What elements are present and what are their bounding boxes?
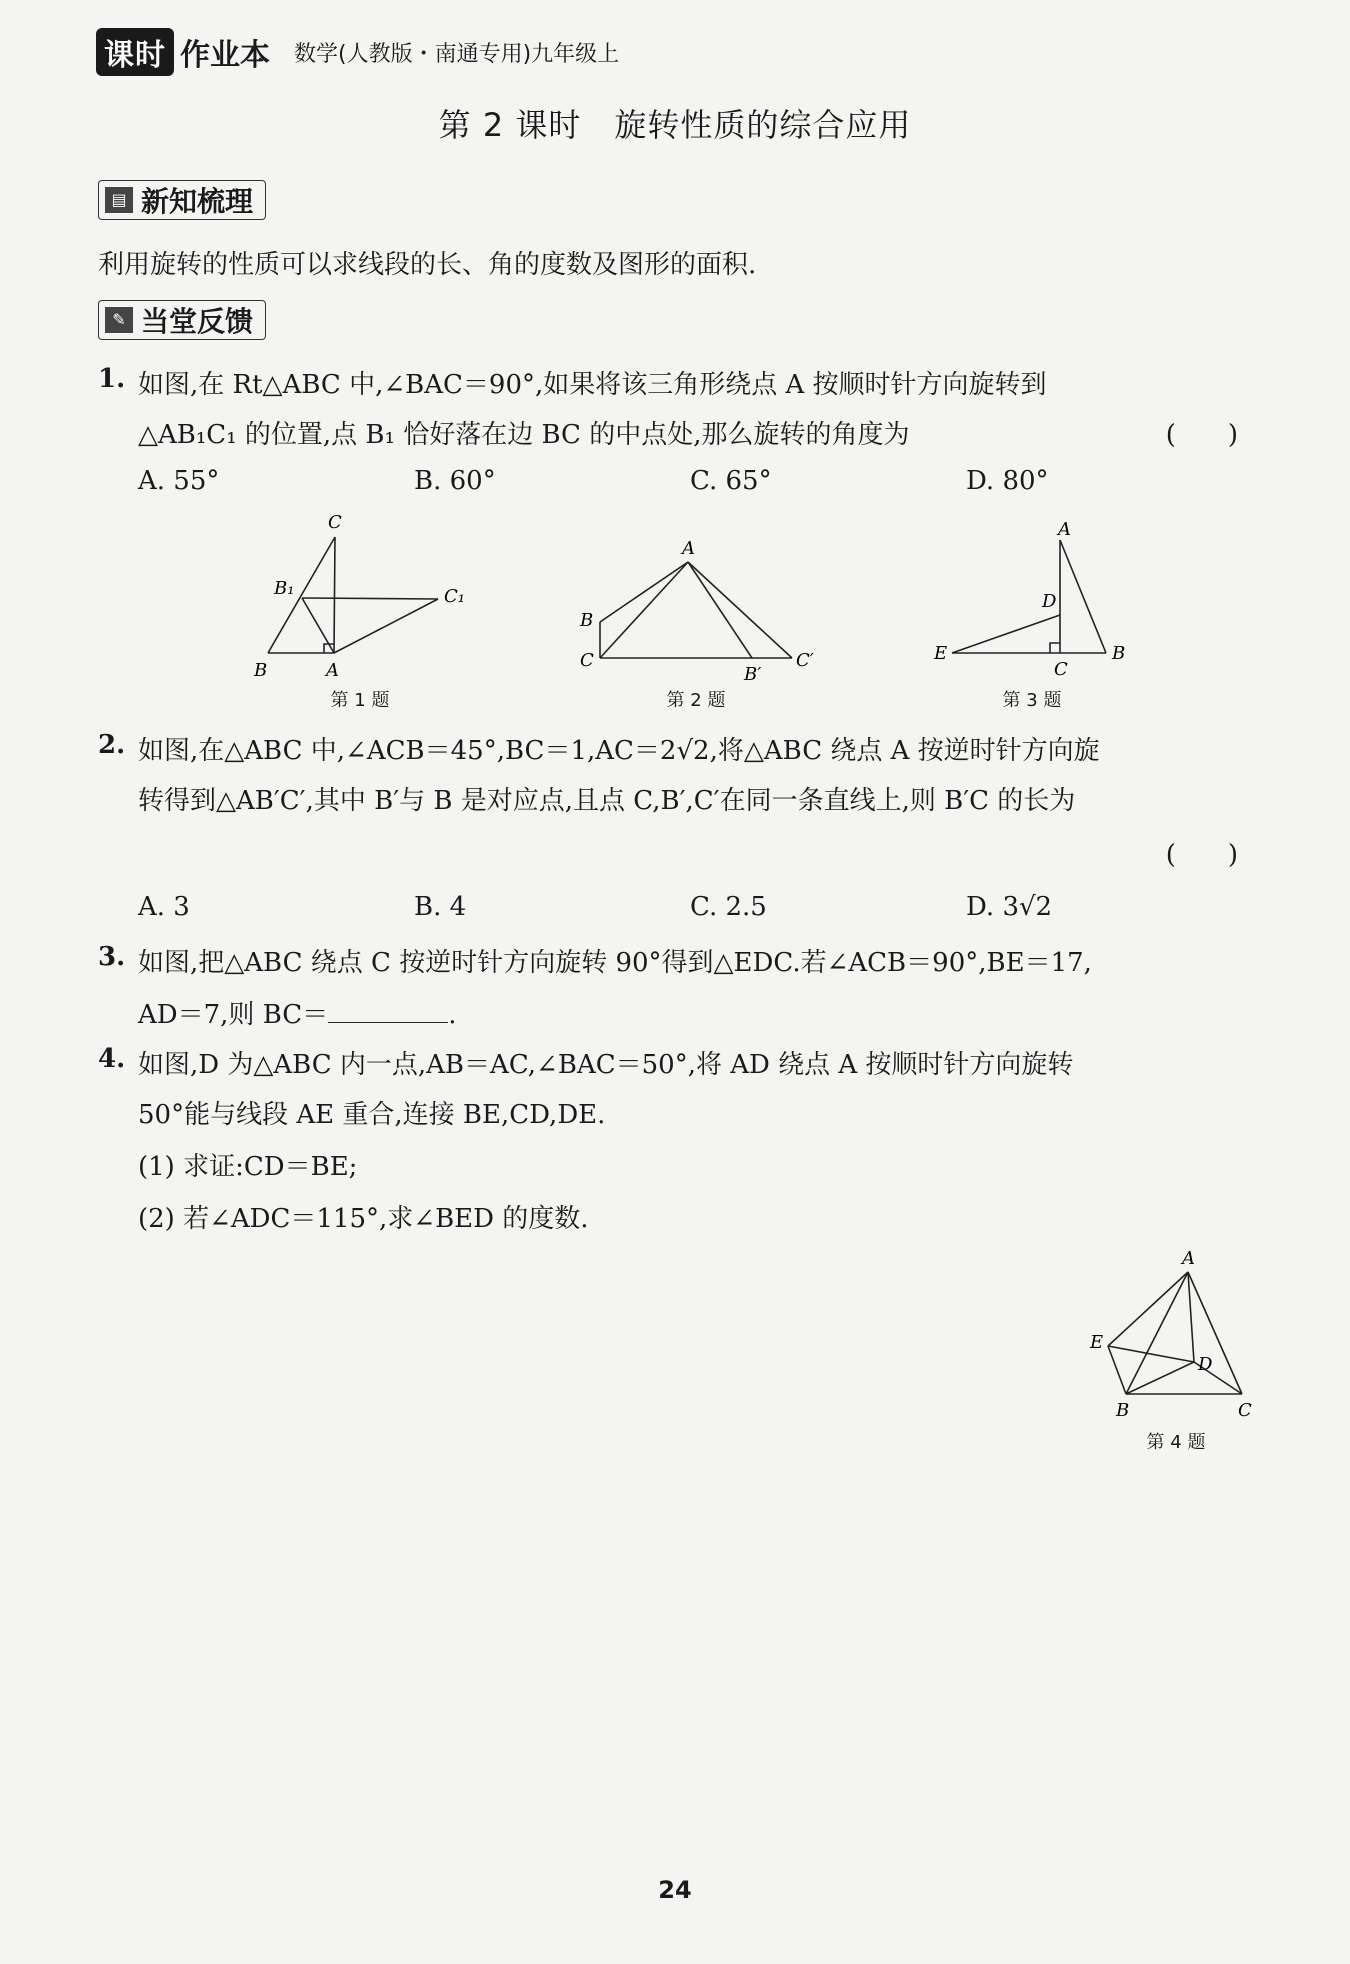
section-new-knowledge <box>98 180 266 220</box>
figure-1 <box>240 510 480 694</box>
fig4-label-c: C <box>1238 1400 1252 1421</box>
fig1-label-a: A <box>326 660 339 681</box>
figure-2-diagram <box>570 530 830 690</box>
q4-line2: 50°能与线段 AE 重合,连接 BE,CD,DE. <box>138 1100 606 1130</box>
figure-1-diagram <box>240 510 480 690</box>
q4-line1: 如图,D 为△ABC 内一点,AB＝AC,∠BAC＝50°,将 AD 绕点 A 按顺时针方向旋转 <box>138 1050 1074 1080</box>
q3-line1: 如图,把△ABC 绕点 C 按逆时针方向旋转 90°得到△EDC.若∠ACB＝90°,BE＝17, <box>138 948 1092 978</box>
knowledge-text: 利用旋转的性质可以求线段的长、角的度数及图形的面积. <box>98 250 757 280</box>
page-header <box>96 30 619 74</box>
q2-number: 2. <box>98 730 126 760</box>
fig4-label-b: B <box>1116 1400 1130 1421</box>
figure-2 <box>570 530 830 694</box>
q1-option-a: A. 55° <box>138 466 220 496</box>
q2-option-b: B. 4 <box>414 892 467 922</box>
section-feedback <box>98 300 266 340</box>
fig3-label-a: A <box>1058 519 1071 540</box>
fig3-label-e: E <box>934 643 948 664</box>
q2-option-a: A. 3 <box>138 892 190 922</box>
fig1-label-b1: B₁ <box>274 578 295 599</box>
fig1-label-c: C <box>328 512 342 533</box>
q1-option-b: B. 60° <box>414 466 496 496</box>
q1-option-c: C. 65° <box>690 466 772 496</box>
fig2-label-bprime: B′ <box>744 664 762 685</box>
q1-option-d: D. 80° <box>966 466 1049 496</box>
fig2-label-a: A <box>682 538 695 559</box>
fig4-label-e: E <box>1090 1332 1104 1353</box>
q2-option-d: D. 3√2 <box>966 892 1053 922</box>
brand-logo: 课时 <box>96 28 174 76</box>
fig1-label-c1: C₁ <box>444 586 465 607</box>
fig4-label-d: D <box>1198 1354 1213 1375</box>
q3-number: 3. <box>98 942 126 972</box>
fig3-label-c: C <box>1054 659 1068 680</box>
fig2-label-cprime: C′ <box>796 650 814 671</box>
q1-line1: 如图,在 Rt△ABC 中,∠BAC＝90°,如果将该三角形绕点 A 按顺时针方向旋转到 <box>138 370 1047 400</box>
page-number: 24 <box>658 1876 692 1904</box>
figure-1-caption: 第 1 题 <box>330 690 390 711</box>
lesson-title: 第 2 课时 旋转性质的综合应用 <box>438 106 912 144</box>
q3-line2-text: AD＝7,则 BC＝ <box>138 1000 329 1030</box>
fig4-label-a: A <box>1182 1248 1195 1269</box>
q1-answer-paren: ( ) <box>1165 420 1238 450</box>
q2-line2: 转得到△AB′C′,其中 B′与 B 是对应点,且点 C,B′,C′在同一条直线上,则 B′C 的长为 <box>138 786 1076 816</box>
figure-4-diagram <box>1086 1244 1266 1424</box>
figure-2-caption: 第 2 题 <box>666 690 726 711</box>
figure-3 <box>920 515 1140 689</box>
q2-option-c: C. 2.5 <box>690 892 767 922</box>
book-subtitle: 数学(人教版・南通专用)九年级上 <box>294 41 620 67</box>
figure-4 <box>1086 1244 1266 1428</box>
q4-part1: (1) 求证:CD＝BE; <box>138 1152 358 1182</box>
q1-number: 1. <box>98 364 126 394</box>
fig2-label-c: C <box>580 650 594 671</box>
book-icon: ▤ <box>105 187 133 213</box>
q1-line2: △AB₁C₁ 的位置,点 B₁ 恰好落在边 BC 的中点处,那么旋转的角度为 <box>138 420 910 450</box>
q4-part2: (2) 若∠ADC＝115°,求∠BED 的度数. <box>138 1204 589 1234</box>
q3-answer-blank[interactable] <box>328 1000 448 1023</box>
q3-line2-end: . <box>448 1000 457 1030</box>
figure-3-caption: 第 3 题 <box>1002 690 1062 711</box>
figure-4-caption: 第 4 题 <box>1146 1432 1206 1453</box>
brand-name: 作业本 <box>180 38 270 73</box>
q2-answer-paren: ( ) <box>1165 840 1238 870</box>
section-label: 新知梳理 <box>141 185 254 218</box>
fig1-label-b: B <box>254 660 268 681</box>
q2-line1: 如图,在△ABC 中,∠ACB＝45°,BC＝1,AC＝2√2,将△ABC 绕点 A 按逆时针方向旋 <box>138 736 1100 766</box>
q3-line2 <box>138 994 456 1031</box>
section-label: 当堂反馈 <box>141 305 254 338</box>
q4-number: 4. <box>98 1044 126 1074</box>
brand <box>96 28 270 76</box>
pencil-icon: ✎ <box>105 307 133 333</box>
figure-3-diagram <box>920 515 1140 685</box>
fig3-label-d: D <box>1042 591 1057 612</box>
fig2-label-b: B <box>580 610 594 631</box>
fig3-label-b: B <box>1112 643 1126 664</box>
